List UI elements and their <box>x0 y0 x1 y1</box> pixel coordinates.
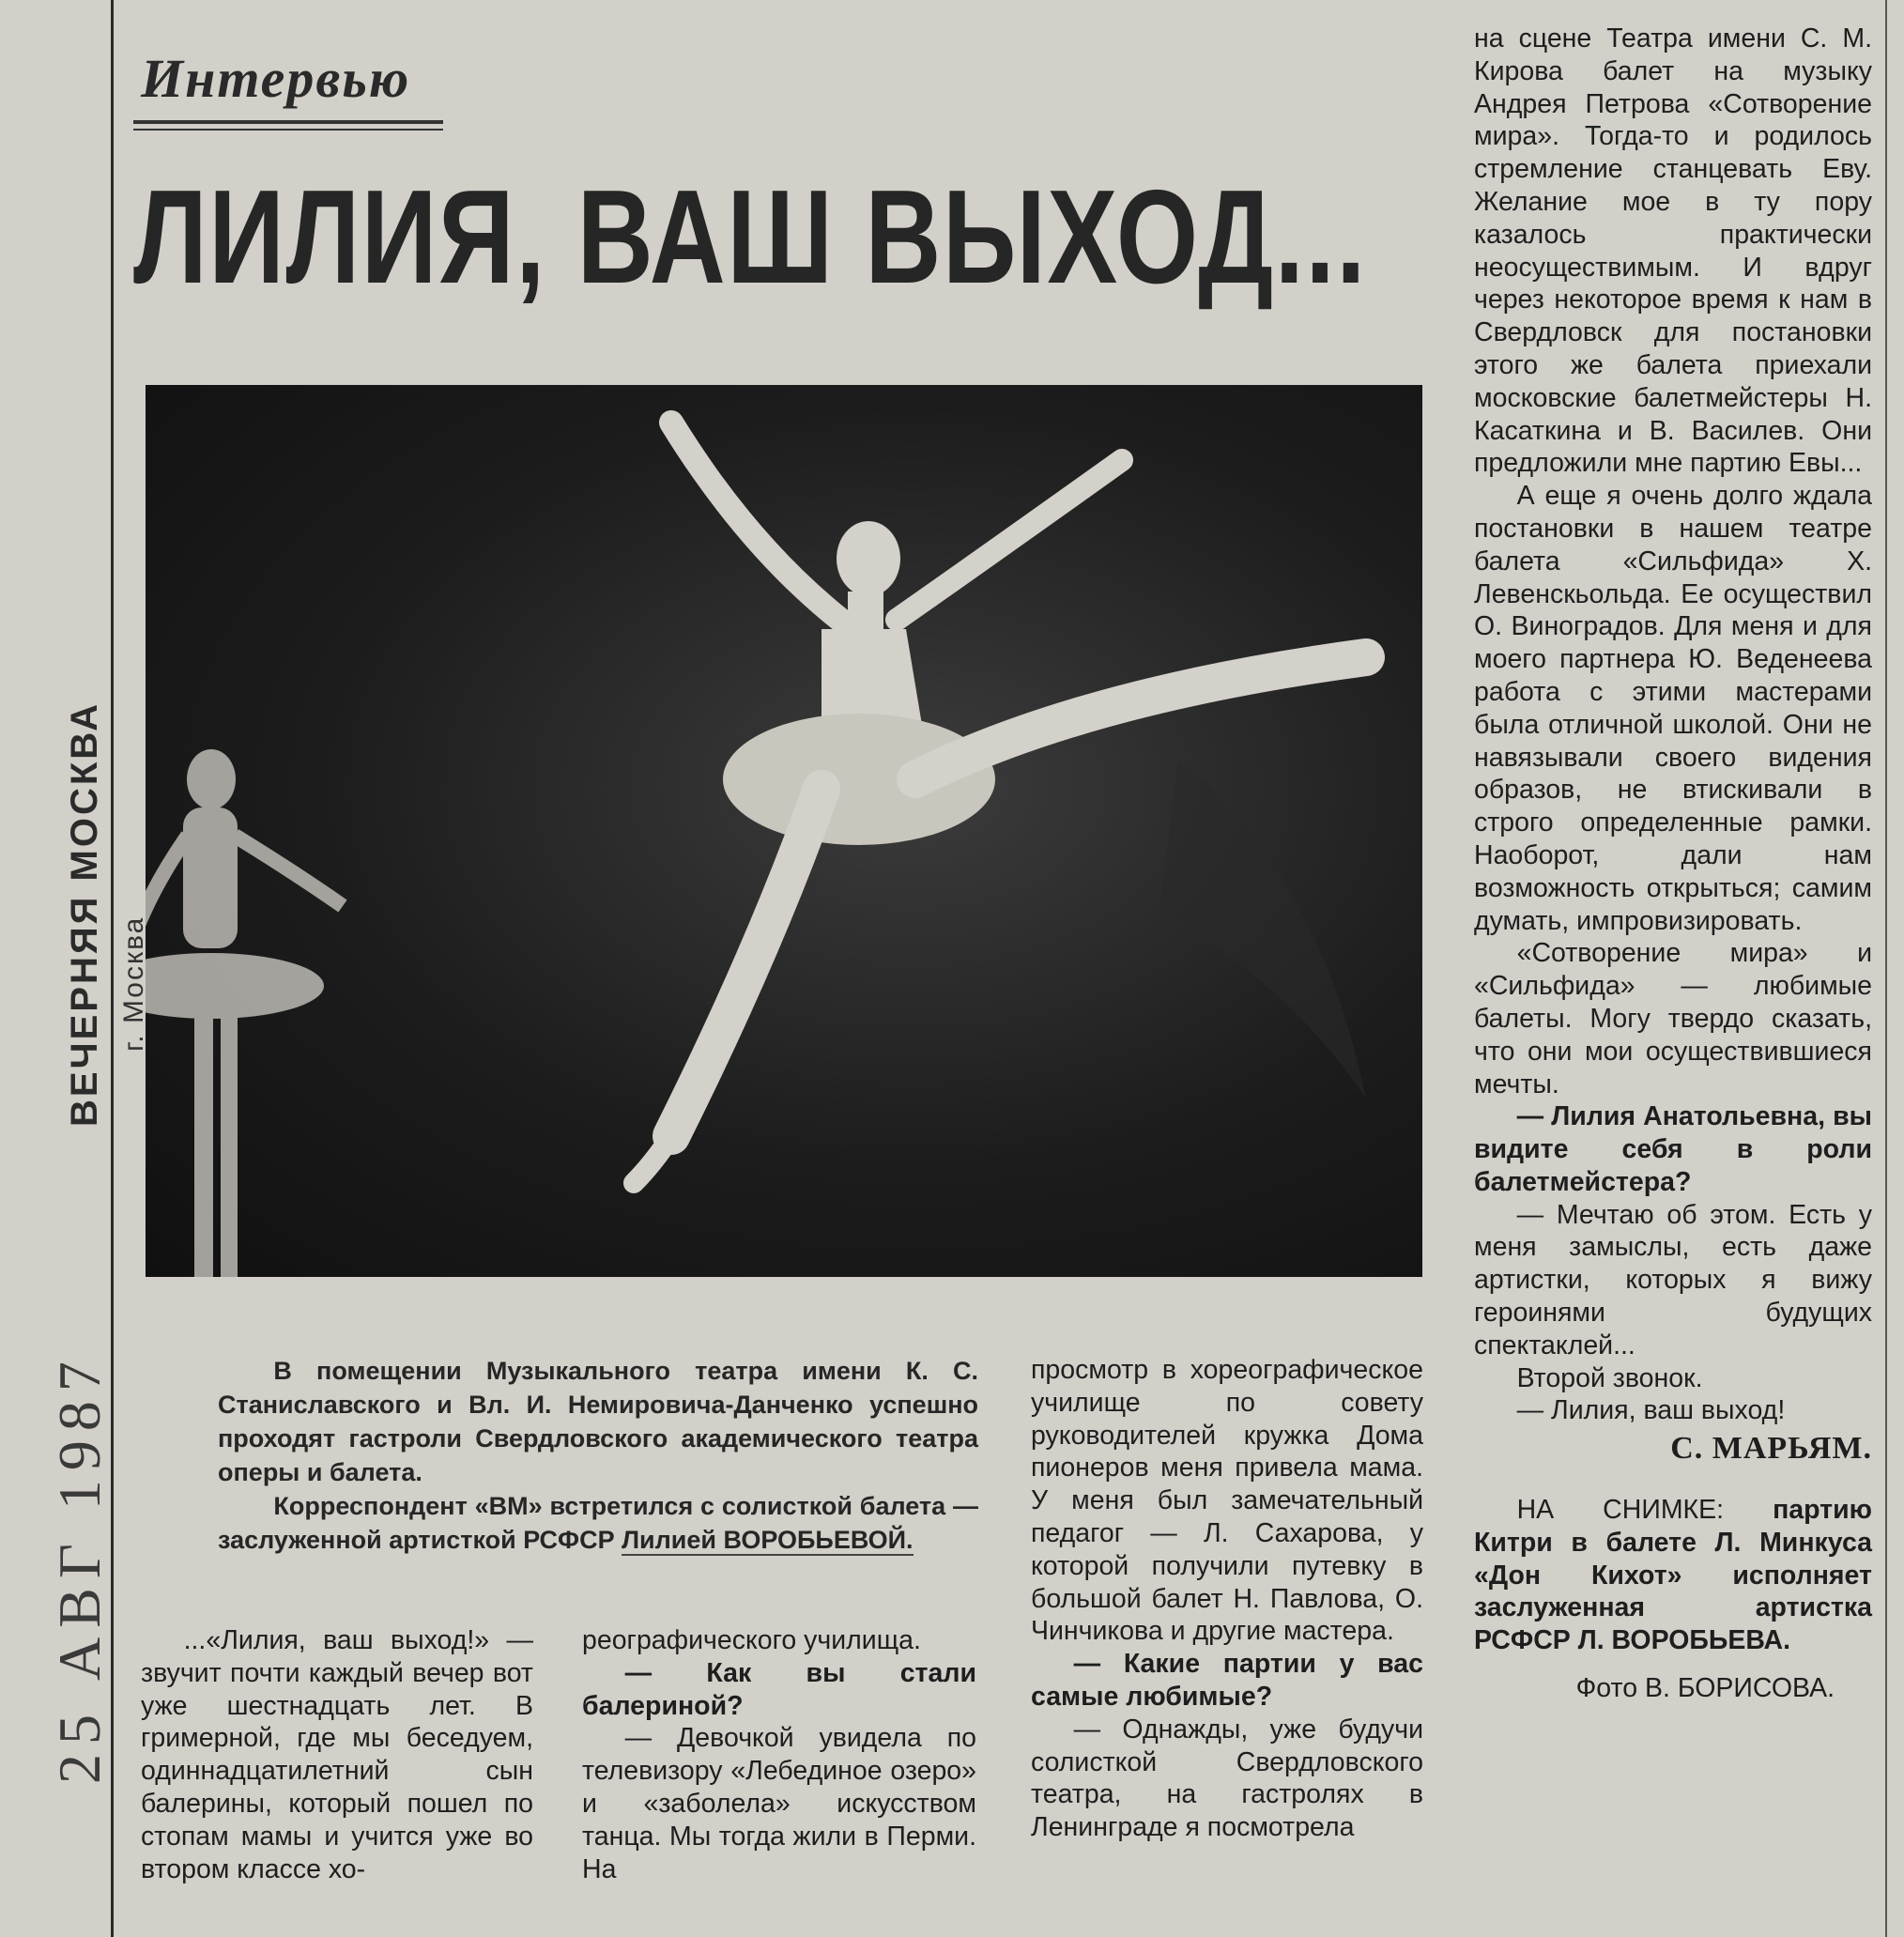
leaping-dancer <box>634 423 1366 1183</box>
lead-text-2 <box>218 1489 978 1557</box>
column-4-paragraph-2: А еще я очень долго ждала постановки в нашем театре балета «Сильфида» Х. Левенскьольда. Ее осуществил О. Виноградов. Для меня и для моего партнера Ю. Веденеева работа с этими мастерами была отличной школой. Они не навязывали своего видения образов, не втискивали в строго определенные рамки. Наоборот, дали нам возможность открыться; самим думать, импровизировать. <box>1474 481 1872 936</box>
interviewee-name: Лилией ВОРОБЬЕВОЙ. <box>622 1526 914 1554</box>
text-column-3 <box>1031 1354 1423 1844</box>
date-stamp: 25 АВГ 1987 <box>46 1352 113 1784</box>
rubric-underline-thin <box>133 129 443 131</box>
question-choreographer: — Лилия Анатольевна, вы видите себя в роли балетмейстера? <box>1474 1101 1872 1197</box>
lead-paragraph <box>218 1354 978 1557</box>
photo-caption-body: партию Китри в балете Л. Минкуса «Дон Кихот» исполняет заслуженная артистка РСФСР Л. ВОРОБЬЕВА. <box>1474 1495 1872 1656</box>
photo-credit: Фото В. БОРИСОВА. <box>1575 1673 1835 1704</box>
text-column-4 <box>1474 23 1872 1705</box>
city-stamp: г. Москва <box>118 915 149 1052</box>
author-signature: С. МАРЬЯМ. <box>1670 1431 1872 1467</box>
ballerina-illustration <box>146 385 1422 1277</box>
text-column-2 <box>582 1624 976 1885</box>
column-4-paragraph-3: «Сотворение мира» и «Сильфида» — любимые балеты. Могу твердо сказать, что они мои осуществившиеся мечты. <box>1474 938 1872 1099</box>
column-4-closing-line: — Лилия, ваш выход! <box>1516 1395 1786 1426</box>
column-3-paragraph: просмотр в хореографическое училище по совету руководителей кружка Дома пионеров меня привела мама. У меня был замечательный педагог — Л. Сахарова, у которой получили путевку в большой балет Н. Павлова, О. Чинчикова и другие мастера. <box>1031 1355 1423 1647</box>
question-how-became-ballerina: — Как вы стали балериной? <box>582 1657 976 1721</box>
column-1-paragraph: ...«Лилия, ваш выход!» — звучит почти каждый вечер вот уже шестнадцать лет. В гримерной, где мы беседуем, одиннадцатилетний сын балерины, который пошел по стопам мамы и учится уже во втором классе хо- <box>141 1625 533 1884</box>
tutu-shadow <box>1159 761 1366 1099</box>
column-4-paragraph-1: на сцене Театра имени С. М. Кирова балет на музыку Андрея Петрова «Сотворение мира». Тогда-то и родилось стремление станцевать Еву. Желание мое в ту пору казалось практически неосуществимым. И вдруг через некоторое время к нам в Свердловск для постановки этого же балета приехали московские балетмейстеры Н. Касаткина и В. Василев. Они предложили мне партию Евы... <box>1474 23 1872 479</box>
column-2-paragraph: реографического училища. <box>582 1625 921 1655</box>
question-favorite-parts: — Какие партии у вас самые любимые? <box>1031 1649 1423 1712</box>
text-column-1 <box>141 1624 533 1885</box>
background-dancer <box>146 749 343 1277</box>
rubric-underline <box>133 120 443 124</box>
column-2-answer: — Девочкой увидела по телевизору «Лебединое озеро» и «заболела» искусством танца. Мы тогда жили в Перми. На <box>582 1723 976 1884</box>
column-3-answer: — Однажды, уже будучи солисткой Свердловского театра, на гастролях в Ленинграде я посмотрела <box>1031 1714 1423 1843</box>
headline: ЛИЛИЯ, ВАШ ВЫХОД... <box>133 162 1367 312</box>
rubric-label: Интервью <box>141 48 411 109</box>
column-4-answer: — Мечтаю об этом. Есть у меня замыслы, есть даже артистки, которых я вижу героинями будущих спектаклей... <box>1474 1199 1872 1361</box>
right-edge-rule <box>1885 0 1887 1937</box>
column-4-second-bell: Второй звонок. <box>1516 1362 1703 1393</box>
photo-caption-intro: НА СНИМКЕ: <box>1516 1495 1773 1526</box>
lead-text-1: В помещении Музыкального театра имени К. С. Станиславского и Вл. И. Немировича-Данченко успешно проходят гастроли Свердловского академического театра оперы и балета. <box>218 1357 978 1486</box>
photo-caption <box>1474 1494 1872 1657</box>
lead-text-2a: Корреспондент «ВМ» встретился с солисткой балета — заслуженной артисткой РСФСР <box>218 1492 978 1554</box>
masthead-stamp: ВЕЧЕРНЯЯ МОСКВА <box>64 700 105 1127</box>
ballet-photo <box>146 385 1422 1277</box>
